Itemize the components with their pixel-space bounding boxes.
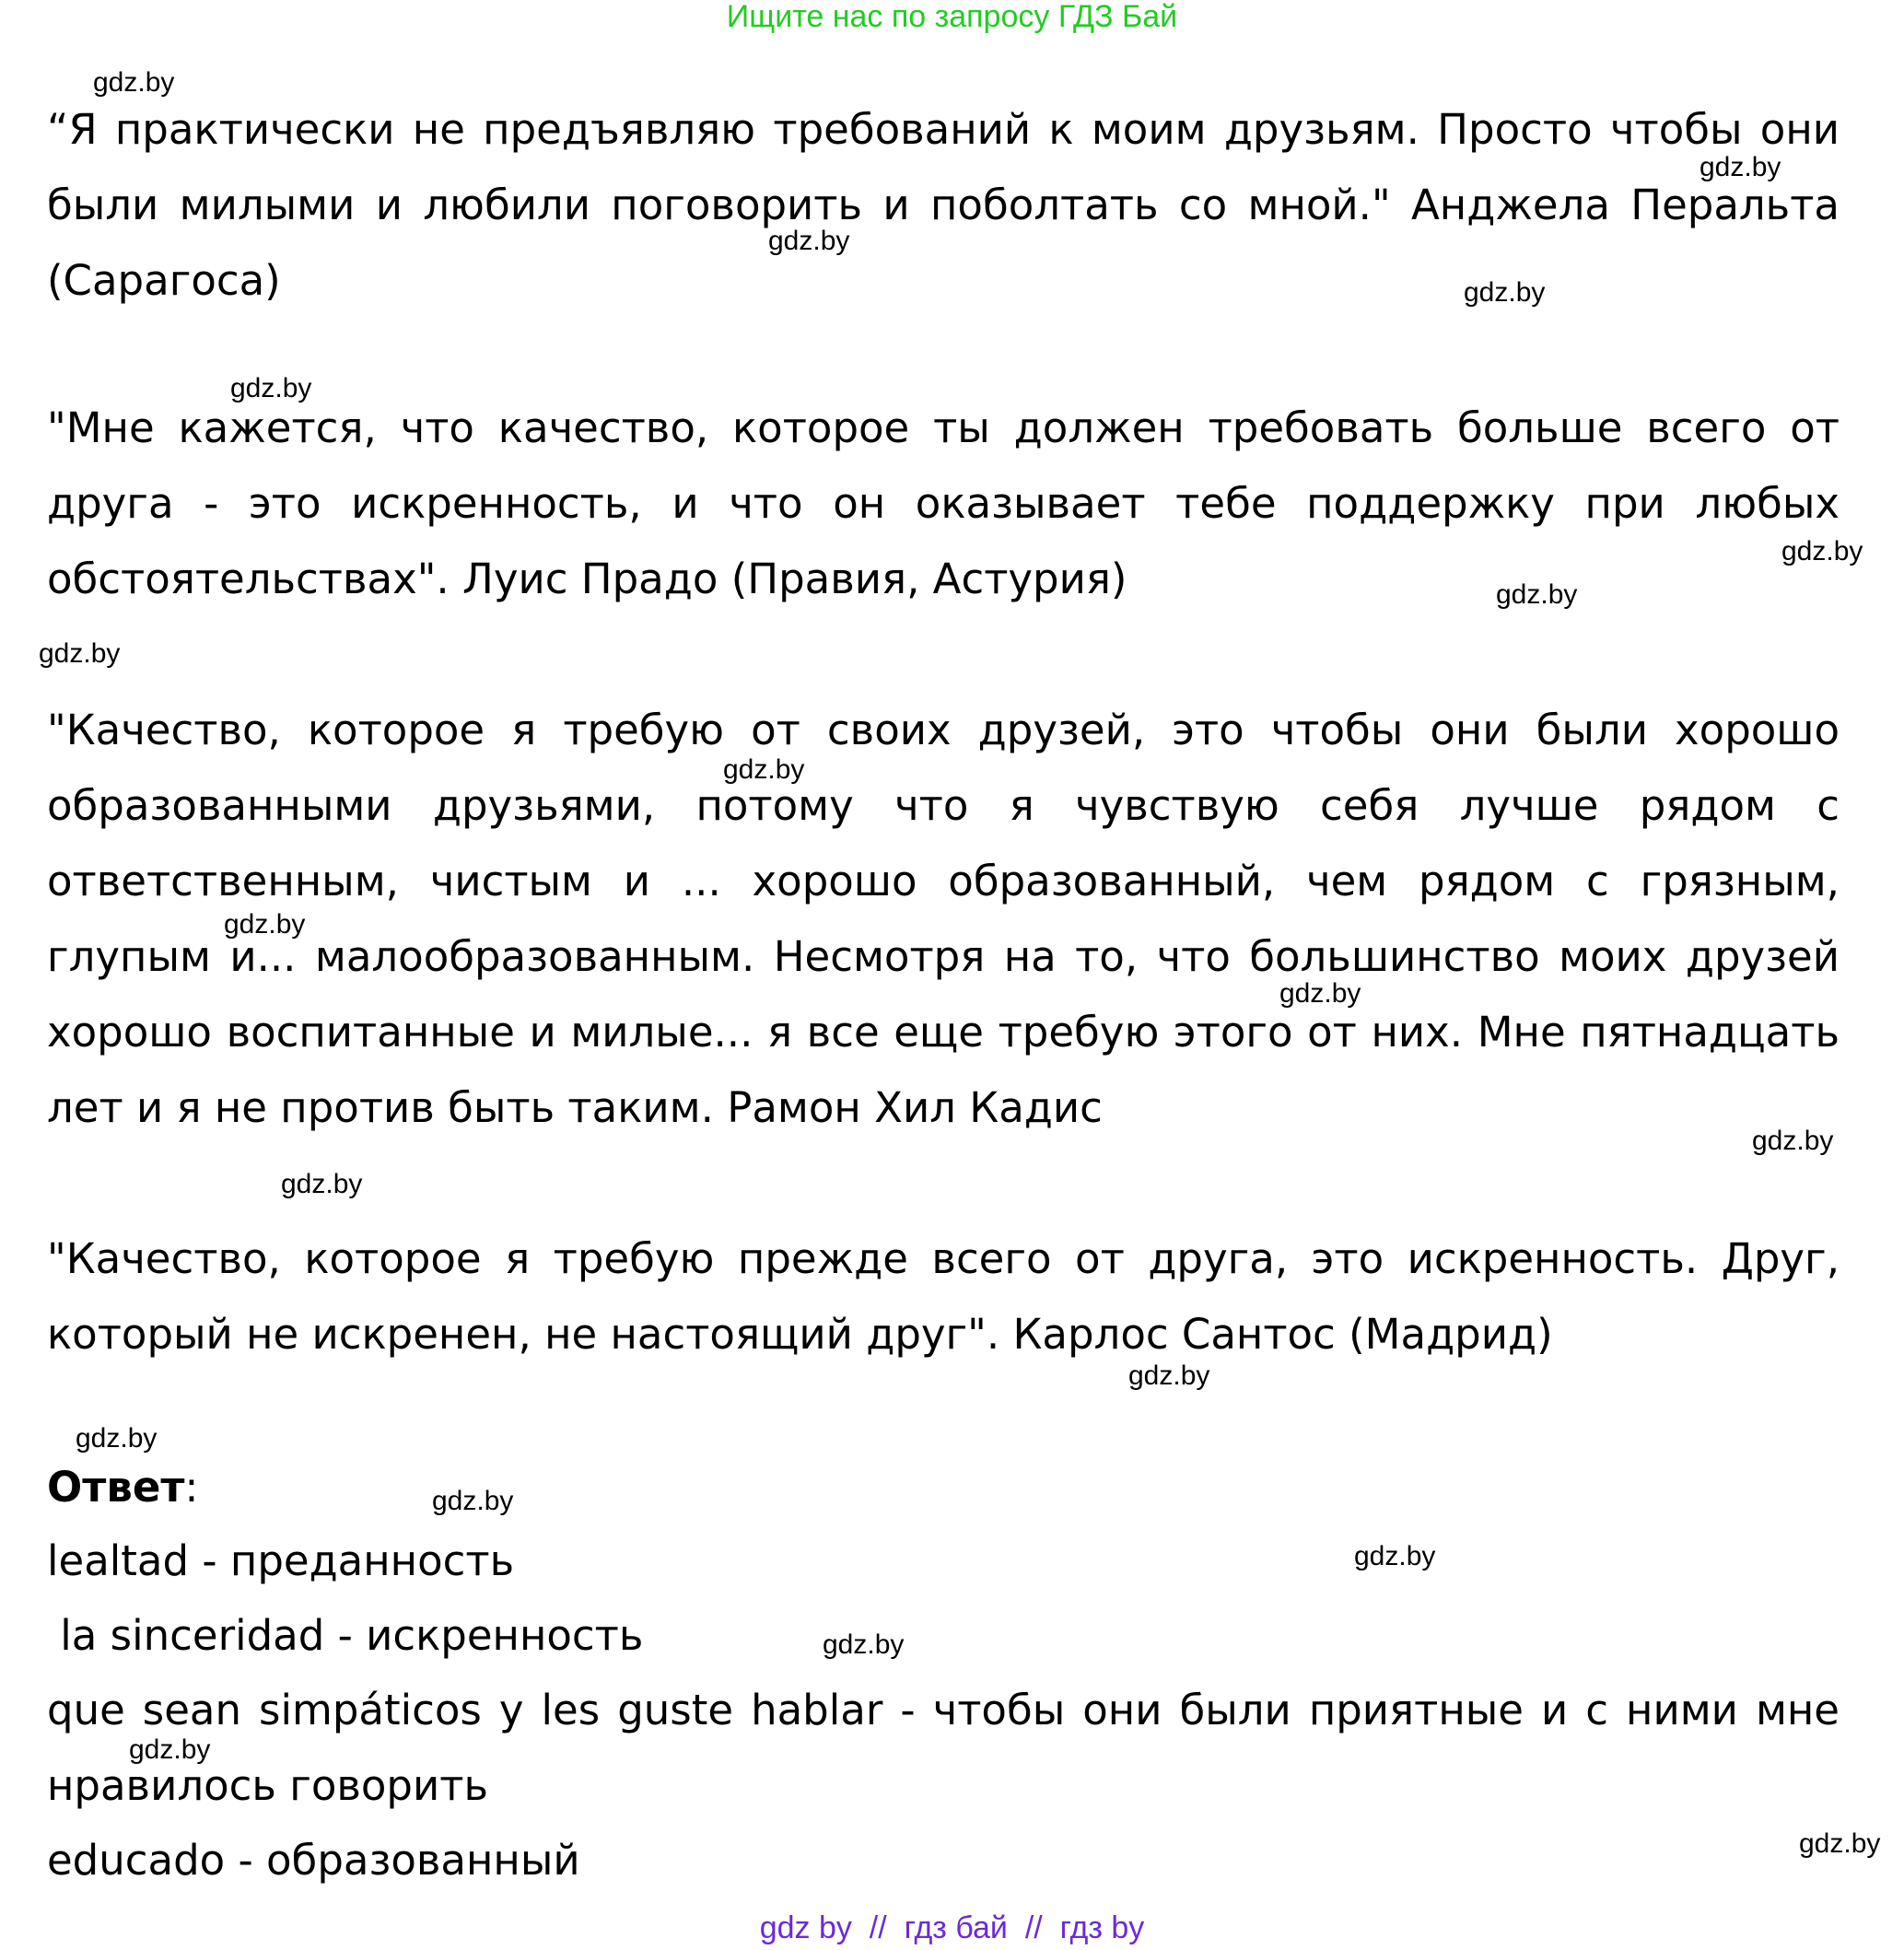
quote-carlos-santos: "Качество, которое я требую прежде всего от друга, это искренность. Друг, который не искренен, не настоящий друг". Карлос Сантос (Мадрид) <box>47 1234 1840 1359</box>
watermark: gdz.by <box>1496 579 1578 610</box>
answer-item-sinceridad: la sinceridad - искренность <box>47 1611 644 1660</box>
watermark: gdz.by <box>1128 1360 1210 1391</box>
watermark: gdz.by <box>1752 1126 1834 1156</box>
watermark: gdz.by <box>823 1629 905 1660</box>
watermark: gdz.by <box>1781 536 1863 566</box>
watermark: gdz.by <box>1799 1828 1881 1859</box>
footer-links: gdz by // гдз бай // гдз by <box>759 1910 1145 1945</box>
quote-angela-peralta: “Я практически не предъявляю требований к моим друзьям. Просто чтобы они были милыми и любили поговорить и поболтать со мной." Анджела Перальта (Сарагоса) <box>47 105 1840 305</box>
watermark: gdz.by <box>1279 978 1361 1009</box>
answer-item-simpaticos: que sean simpáticos y les guste hablar - чтобы они были приятные и с ними мне нравилось говорить <box>47 1686 1840 1810</box>
watermark: gdz.by <box>129 1734 211 1765</box>
watermark: gdz.by <box>768 226 850 256</box>
answer-item-educado: educado - образованный <box>47 1836 580 1885</box>
answer-item-lealtad: lealtad - преданность <box>47 1536 515 1585</box>
quote-ramon-gil: "Качество, которое я требую от своих друзей, это чтобы они были хорошо образованными друзьями, потому что я чувствую себя лучше рядом с ответственным, чистым и ... хорошо образованный, чем рядом с грязным, глупым и... малообразованным. Несмотря на то, что большинство моих друзей хорошо воспитанные и милые... я все еще требую этого от них. Мне пятнадцать лет и я не против быть таким. Рамон Хил Кадис <box>47 706 1840 1132</box>
watermark: gdz.by <box>432 1486 514 1516</box>
watermark: gdz.by <box>93 67 175 98</box>
watermark: gdz.by <box>281 1169 363 1199</box>
answer-heading: Ответ: <box>47 1463 199 1512</box>
watermark: gdz.by <box>1700 152 1781 182</box>
watermark: gdz.by <box>1464 277 1546 308</box>
watermark: gdz.by <box>76 1423 158 1454</box>
watermark: gdz.by <box>39 638 121 669</box>
search-hint-banner: Ищите нас по запросу ГДЗ Бай <box>726 0 1178 34</box>
watermark: gdz.by <box>1354 1541 1436 1571</box>
quote-luis-prado: "Мне кажется, что качество, которое ты должен требовать больше всего от друга - это искренность, и что он оказывает тебе поддержку при любых обстоятельствах". Луис Прадо (Правия, Астурия) <box>47 403 1840 603</box>
watermark: gdz.by <box>224 909 306 940</box>
watermark: gdz.by <box>230 373 312 403</box>
watermark: gdz.by <box>723 754 805 785</box>
